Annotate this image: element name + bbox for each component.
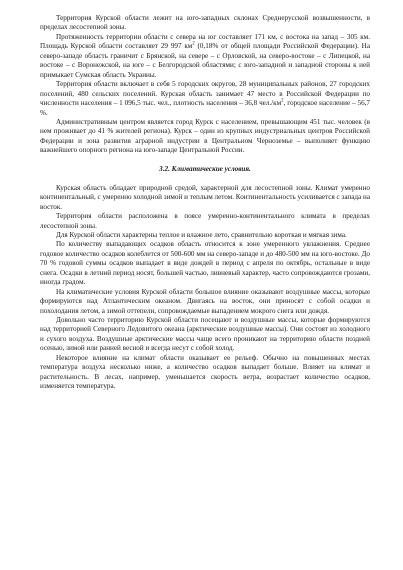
paragraph-climate-overview: Курская область обладает природной средой, характерной для лесостепной зоны. Климат умеренно континентальный, с умеренно холодной зимой и теплым летом. Континентальность усиливается с запада на восток. (40, 183, 370, 211)
paragraph-arctic-air: Довольно часто территорию Курской области посещают и воздушные массы, которые формируются над территорией Северного Ледовитого океана (арктические воздушные массы). Они состоят из холодного и сухого воздуха. Воздушные арктические массы чаще всего проникают на территорию области поздней осенью, зимой или ранней весной и всегда несут с собой холод. (40, 316, 370, 353)
paragraph-administrative-division (40, 80, 370, 118)
area-unit-superscript: 2 (192, 41, 195, 47)
paragraph-climate-belt: Территория области расположена в поясе умеренно-континентального климата в пределах лесостепной зоны. (40, 212, 370, 230)
paragraph-division-text-2: , городское население – 56,7 %. (40, 99, 370, 117)
section-heading-climate: 3.2. Климатические условия. (159, 164, 251, 173)
paragraph-administrative-center: Административным центром является город Курск с населением, превышающим 451 тыс. человек (в нем проживает до 41 % жителей региона). Курск – один из крупных индустриальных центров Российской Федерации и зона развития аграрной индустрии в Центральном Черноземье – выполняет функцию важнейшего опорного региона на юго-западе Центральной России. (40, 117, 370, 155)
paragraph-territory-extent (40, 33, 370, 80)
paragraph-division-text-1: Территория области включает в себя 5 городских округов, 28 муниципальных районов, 27 городских поселений, 480 сельских поселений. Курская область занимает 47 место в Российской Федерации по численности населения – 1 096,5 тыс. чел., плотность населения – 36,8 чел./км (40, 80, 370, 108)
paragraph-atlantic-air: На климатические условия Курской области большое влияние оказывают воздушные массы, которые формируются над Атлантическим океаном. Двигаясь на восток, они приносят с собой осадки и похолодания летом, а зимой оттепели, сопровождаемые выпадением мокрого снега или дождя. (40, 287, 370, 315)
paragraph-extent-text-1: Протяженность территории области с севера на юг составляет 171 км, с востока на запад – 305 км. Площадь Курской области составляет 29 997 км (40, 32, 370, 51)
paragraph-precipitation: По количеству выпадающих осадков область относится к зоне умеренного увлажнения. Среднее годовое количество осадков колеблется от 500-600 мм на северо-западе и до 480-500 мм на юго-востоке. До 70 % годовой суммы осадков выпадает в виде дождей в период с апреля по октябрь, остальные в виде снега. Осадки в летний период носят, большей частью, ливневый характер, часто сопровождаются грозами, иногда градом. (40, 240, 370, 287)
density-unit-superscript: 2 (281, 98, 284, 104)
document-page (40, 14, 370, 392)
paragraph-territory-location: Территория Курской области лежит на юго-западных склонах Среднерусской возвышенности, в пределах лесостепной зоны. (40, 14, 370, 32)
heading-spacer (40, 174, 370, 183)
paragraph-summer-winter: Для Курской области характерны теплое и влажное лето, сравнительно короткая и мягкая зима. (56, 230, 347, 239)
paragraph-extent-text-2: (0,18% от общей площади Российской Федерации). На северо-западе область граничит с Брянской, на севере – с Орловской, на северо-востоке – с Липецкой, на востоке – с Воронежской, на юге – с Белгородской областями; с юго-западной и западной стороны к ней примыкает Сумская область Украины. (40, 42, 370, 79)
paragraph-relief-influence: Некоторое влияние на климат области оказывает ее рельеф. Обычно на повышенных местах температура воздуха несколько ниже, а количество осадков выпадает больше. Влияет на климат и растительность. В лесах, например, уменьшается скорость ветра, возрастает количество осадков, изменяется температура. (40, 353, 370, 391)
